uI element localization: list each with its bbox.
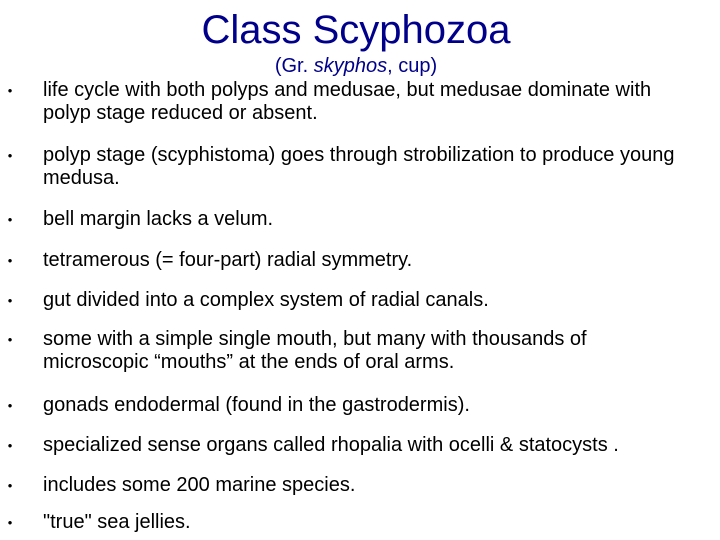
bullet-text: gonads endodermal (found in the gastrodermis). [43,394,470,416]
bullet-dot: • [7,253,13,268]
bullet-item [0,144,700,190]
bullet-text: life cycle with both polyps and medusae, but medusae dominate with polyp stage reduced or absent. [43,79,652,124]
bullet-text: some with a simple single mouth, but many with thousands of microscopic “mouths” at the ends of oral arms. [43,328,587,373]
slide-subtitle [0,54,712,78]
bullet-dot: • [7,332,13,347]
bullet-item [0,249,700,272]
bullet-dot: • [7,478,13,493]
bullet-item [0,434,700,457]
bullet-dot: • [7,83,13,98]
bullet-dot: • [7,212,13,227]
bullet-text: gut divided into a complex system of radial canals. [43,289,489,311]
bullet-item [0,511,700,534]
bullet-text: specialized sense organs called rhopalia with ocelli & statocysts . [43,434,619,456]
subtitle-prefix: (Gr. [274,55,314,77]
bullet-dot: • [7,293,13,308]
subtitle-term: skyphos [313,55,388,77]
bullet-item [0,328,700,374]
bullet-text: bell margin lacks a velum. [43,208,274,230]
bullet-item [0,289,700,312]
slide-title: Class Scyphozoa [201,8,511,52]
bullet-item [0,79,700,125]
subtitle-suffix: , cup) [387,55,438,77]
bullet-item [0,474,700,497]
bullet-text: "true" sea jellies. [43,511,191,533]
bullet-text: polyp stage (scyphistoma) goes through strobilization to produce young medusa. [43,144,675,189]
bullet-item [0,208,700,231]
bullet-text: includes some 200 marine species. [43,474,356,496]
bullet-dot: • [7,398,13,413]
bullet-item [0,394,700,417]
bullet-dot: • [7,515,13,530]
bullet-dot: • [7,148,13,163]
bullet-dot: • [7,438,13,453]
bullet-text: tetramerous (= four-part) radial symmetry. [43,249,413,271]
